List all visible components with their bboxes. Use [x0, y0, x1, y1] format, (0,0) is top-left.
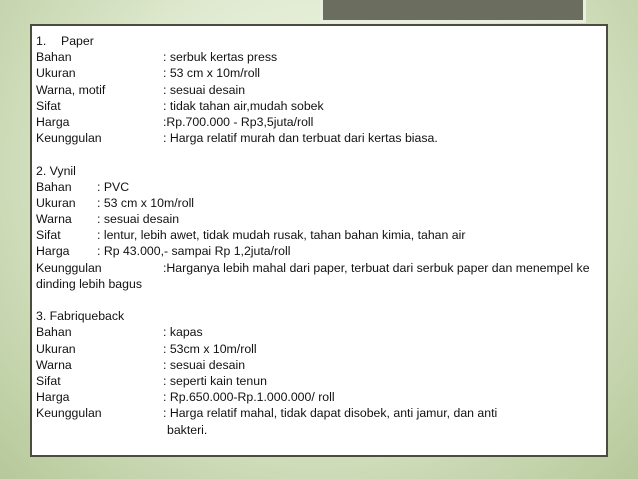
- spec-value: :Harganya lebih mahal dari paper, terbuat dari serbuk paper dan menempel ke: [163, 260, 590, 275]
- heading-text: 2. Vynil: [36, 163, 76, 178]
- spec-value: : 53 cm x 10m/roll: [163, 66, 261, 81]
- spec-row: [36, 98, 604, 114]
- spec-label: Harga: [36, 390, 70, 405]
- spec-row-keunggulan: [36, 405, 604, 437]
- spec-row: [36, 49, 604, 65]
- spec-label: Sifat: [36, 98, 61, 113]
- spec-value: : sesuai desain: [97, 212, 180, 227]
- spec-value: : serbuk kertas press: [163, 50, 278, 65]
- heading-text: 3. Fabriqueback: [36, 309, 125, 324]
- spec-label: Keunggulan: [36, 131, 102, 146]
- spec-value: : sesuai desain: [163, 357, 246, 372]
- spec-value: : Rp.650.000-Rp.1.000.000/ roll: [163, 390, 335, 405]
- spec-row: [36, 324, 604, 340]
- spec-label: Harga: [36, 114, 70, 129]
- spec-label: Bahan: [36, 325, 72, 340]
- spec-row: [36, 179, 604, 195]
- spec-row-keunggulan: [36, 260, 604, 292]
- spec-row: [36, 114, 604, 130]
- spec-row: [36, 227, 604, 243]
- spec-label: Bahan: [36, 179, 72, 194]
- top-banner-decoration: [320, 0, 586, 23]
- spec-label: Keunggulan: [36, 260, 102, 275]
- spec-label: Sifat: [36, 373, 61, 388]
- spec-value: : sesuai desain: [163, 82, 246, 97]
- section-heading-fabriqueback: [36, 308, 604, 324]
- spec-row: [36, 389, 604, 405]
- spec-value-continuation: bakteri.: [167, 422, 208, 437]
- spec-row: [36, 211, 604, 227]
- spec-row: [36, 243, 604, 259]
- spec-row: [36, 373, 604, 389]
- spec-value: : 53 cm x 10m/roll: [97, 195, 195, 210]
- spec-value: : 53cm x 10m/roll: [163, 341, 257, 356]
- spec-row: [36, 357, 604, 373]
- spec-value: : Harga relatif mahal, tidak dapat disobek, anti jamur, dan anti: [163, 406, 498, 421]
- spec-label: Sifat: [36, 228, 61, 243]
- spec-label: Bahan: [36, 50, 72, 65]
- spec-value: : Harga relatif murah dan terbuat dari kertas biasa.: [163, 131, 438, 146]
- spec-row: [36, 82, 604, 98]
- section-heading-paper: [36, 33, 604, 49]
- spec-row: [36, 65, 604, 81]
- spec-row: [36, 341, 604, 357]
- spacer: [36, 292, 604, 308]
- spec-value: : Rp 43.000,- sampai Rp 1,2juta/roll: [97, 244, 291, 259]
- spec-label: Harga: [36, 244, 70, 259]
- spec-label: Ukuran: [36, 195, 76, 210]
- spec-label: Warna: [36, 357, 72, 372]
- spec-row: [36, 130, 604, 146]
- spec-value-continuation: dinding lebih bagus: [36, 276, 142, 291]
- spec-label: Warna: [36, 212, 72, 227]
- spacer: [36, 146, 604, 162]
- spec-row: [36, 195, 604, 211]
- spec-label: Ukuran: [36, 66, 76, 81]
- spec-value: : PVC: [97, 179, 130, 194]
- spec-value: : lentur, lebih awet, tidak mudah rusak, tahan bahan kimia, tahan air: [97, 228, 466, 243]
- spec-value: : seperti kain tenun: [163, 373, 267, 388]
- spec-label: Keunggulan: [36, 406, 102, 421]
- spec-value: :Rp.700.000 - Rp3,5juta/roll: [163, 114, 314, 129]
- spec-value: : kapas: [163, 325, 203, 340]
- heading-text: Paper: [61, 34, 94, 48]
- content-text: [36, 33, 604, 438]
- spec-value: : tidak tahan air,mudah sobek: [163, 98, 324, 113]
- spec-label: Ukuran: [36, 341, 76, 356]
- content-box: [30, 24, 608, 457]
- heading-number: 1.: [36, 34, 47, 48]
- section-heading-vynil: [36, 163, 604, 179]
- spec-label: Warna, motif: [36, 82, 106, 97]
